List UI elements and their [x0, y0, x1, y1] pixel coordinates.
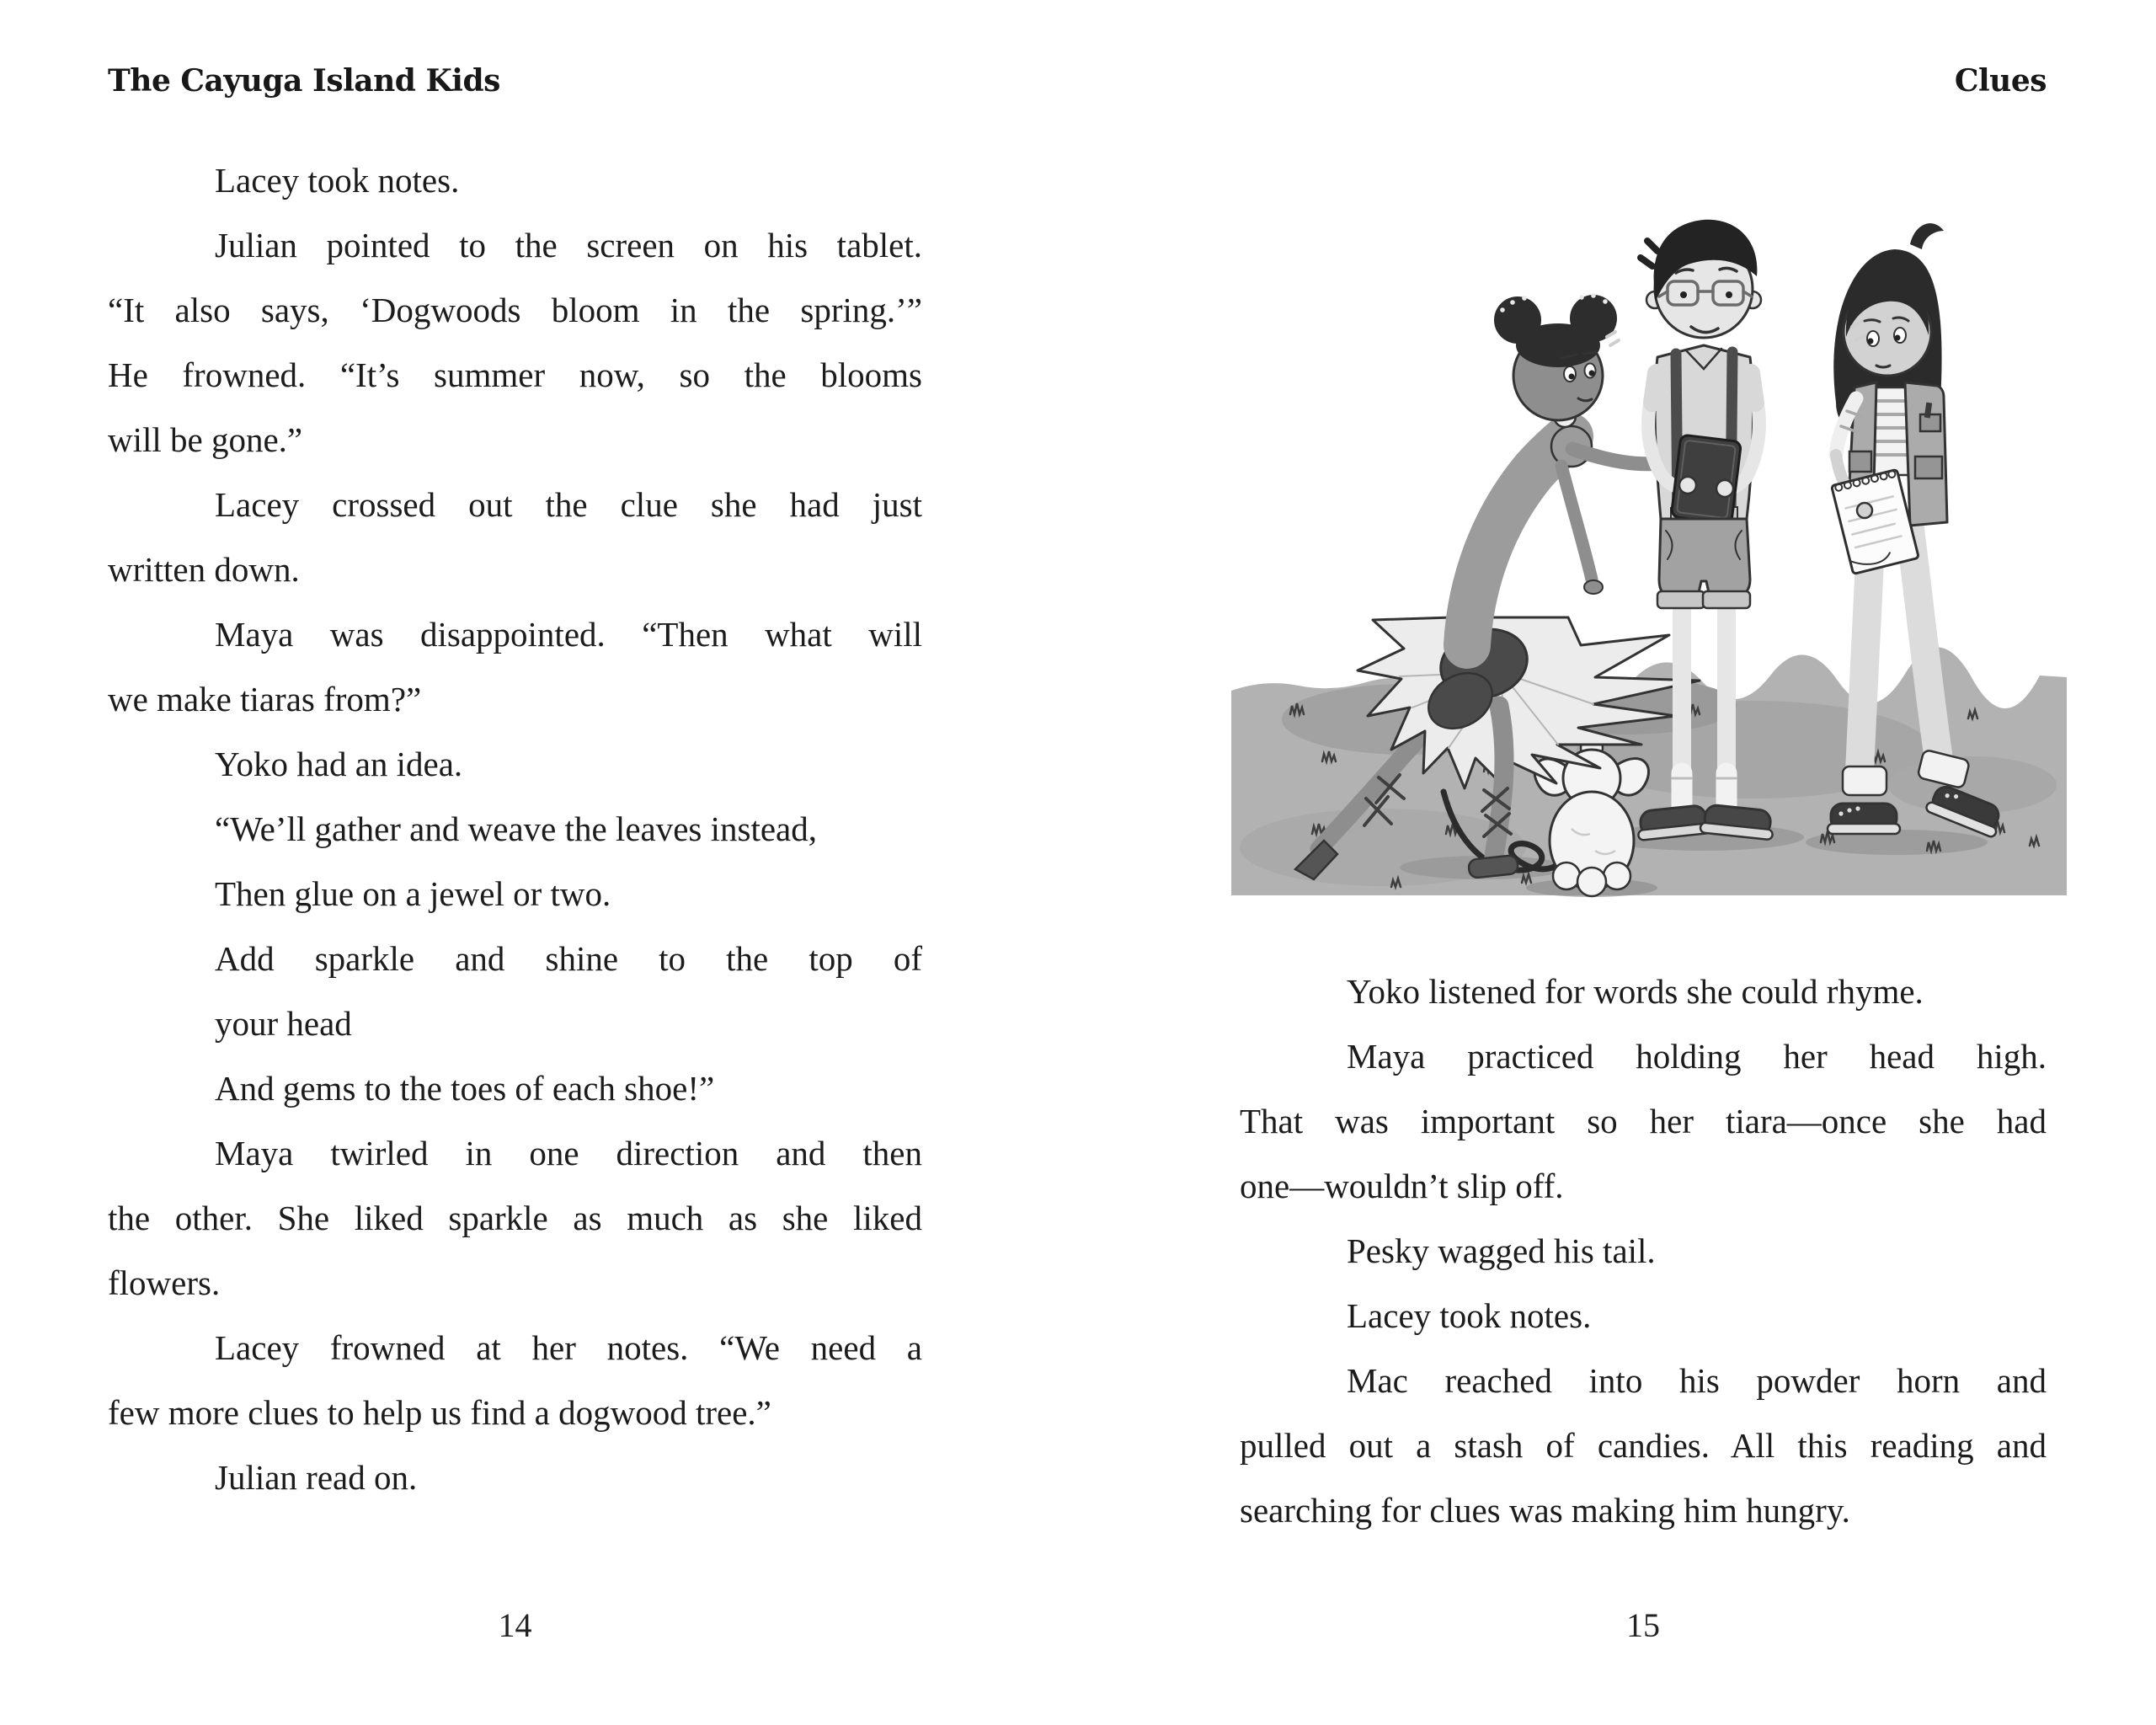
poem-line: Add sparkle and shine to the top of: [215, 939, 922, 978]
text-line: Lacey frowned at her notes. “We need a: [215, 1328, 922, 1367]
ballet-slipper: [1468, 855, 1518, 879]
running-head-left: The Cayuga Island Kids: [108, 63, 500, 99]
text-line: written down.: [108, 550, 300, 589]
vest-pocket: [1915, 457, 1942, 478]
vest-pocket: [1849, 451, 1871, 472]
text-line: Mac reached into his powder horn and: [1347, 1361, 2047, 1400]
left-page-text: [108, 148, 922, 1510]
text-line: That was important so her tiara—once she had: [1240, 1102, 2047, 1140]
page-15: [1078, 0, 2156, 1725]
page-number: 15: [1626, 1606, 1660, 1644]
text-line: flowers.: [108, 1263, 221, 1302]
ponytail: [1910, 223, 1944, 249]
illustration: [1231, 125, 2067, 898]
text-line: Maya twirled in one direction and then: [215, 1134, 922, 1172]
poem-line: “We’ll gather and weave the leaves instead,: [215, 809, 817, 848]
poem-line: And gems to the toes of each shoe!”: [215, 1069, 715, 1108]
text-line: Maya was disappointed. “Then what will: [215, 615, 922, 654]
text-line: He frowned. “It’s summer now, so the blooms: [108, 355, 922, 394]
vest-pocket: [1920, 414, 1940, 431]
text-line: “It also says, ‘Dogwoods bloom in the spring.’”: [108, 291, 922, 329]
text-line: will be gone.”: [108, 420, 303, 459]
running-head-right: Clues: [1954, 63, 2047, 99]
text-line: searching for clues was making him hungry.: [1240, 1491, 1850, 1530]
text-line: one—wouldn’t slip off.: [1240, 1167, 1564, 1205]
text-line: Lacey took notes.: [215, 161, 460, 200]
text-line: Maya practiced holding her head high.: [1347, 1037, 2047, 1076]
sneaker: [1828, 804, 1900, 834]
text-line: Julian read on.: [215, 1458, 418, 1497]
text-line: we make tiaras from?”: [108, 680, 422, 718]
text-line: Yoko listened for words she could rhyme.: [1347, 972, 1924, 1011]
poem-line: your head: [215, 1004, 352, 1043]
text-line: few more clues to help us find a dogwood tree.”: [108, 1393, 771, 1432]
text-line: the other. She liked sparkle as much as she liked: [108, 1199, 922, 1237]
hair-puff: [1494, 296, 1541, 344]
notepad: [1832, 469, 1919, 574]
text-line: Lacey took notes.: [1347, 1296, 1592, 1335]
text-line: Yoko had an idea.: [215, 745, 463, 783]
text-line: Lacey crossed out the clue she had just: [215, 485, 922, 524]
right-page-text: [1240, 959, 2047, 1543]
vest-panel: [1905, 382, 1947, 526]
page-number: 14: [498, 1606, 532, 1644]
text-line: Pesky wagged his tail.: [1347, 1231, 1656, 1270]
text-line: pulled out a stash of candies. All this reading and: [1240, 1426, 2047, 1465]
text-line: Julian pointed to the screen on his tablet.: [215, 226, 922, 264]
poem-line: Then glue on a jewel or two.: [215, 874, 611, 913]
